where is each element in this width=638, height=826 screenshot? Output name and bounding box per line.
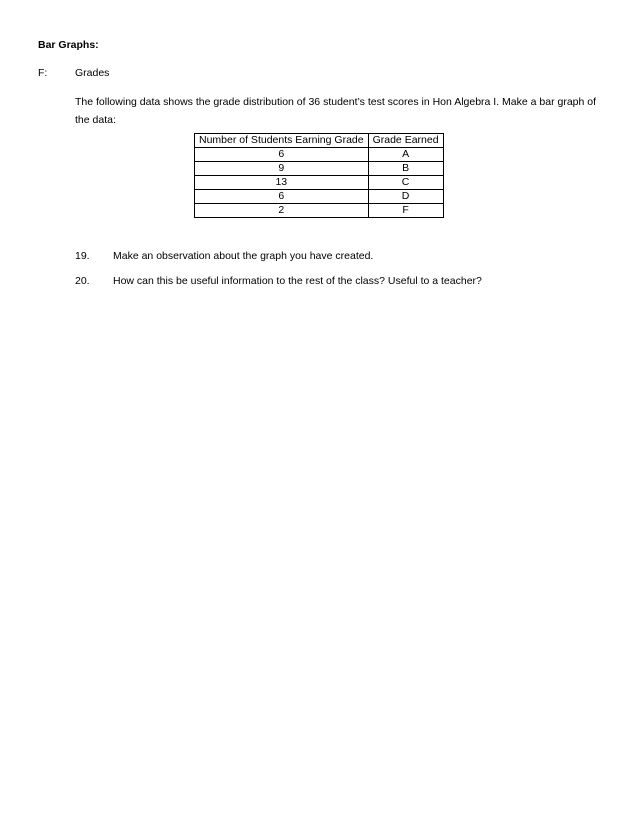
page-heading: Bar Graphs: [38, 39, 99, 51]
grade-distribution-table [194, 133, 444, 218]
question-text: How can this be useful information to the rest of the class? Useful to a teacher? [113, 275, 482, 287]
table-header-row [195, 134, 444, 148]
question-number: 20. [75, 275, 90, 287]
section-letter: F: [38, 67, 48, 79]
cell-student-count: 13 [195, 176, 369, 190]
cell-student-count: 6 [195, 190, 369, 204]
column-header-grade: Grade Earned [368, 134, 443, 148]
cell-grade: F [368, 204, 443, 218]
table-row [195, 176, 444, 190]
cell-grade: A [368, 148, 443, 162]
cell-student-count: 9 [195, 162, 369, 176]
table-row [195, 162, 444, 176]
question-number: 19. [75, 250, 90, 262]
column-header-students: Number of Students Earning Grade [195, 134, 369, 148]
cell-grade: B [368, 162, 443, 176]
question-text: Make an observation about the graph you have created. [113, 250, 374, 262]
cell-grade: D [368, 190, 443, 204]
cell-student-count: 2 [195, 204, 369, 218]
intro-paragraph: The following data shows the grade distribution of 36 student’s test scores in Hon Algebra I. Make a bar graph of the data: [75, 96, 597, 126]
cell-grade: C [368, 176, 443, 190]
table-row [195, 190, 444, 204]
table-row [195, 204, 444, 218]
section-title: Grades [75, 67, 110, 79]
cell-student-count: 6 [195, 148, 369, 162]
table-row [195, 148, 444, 162]
